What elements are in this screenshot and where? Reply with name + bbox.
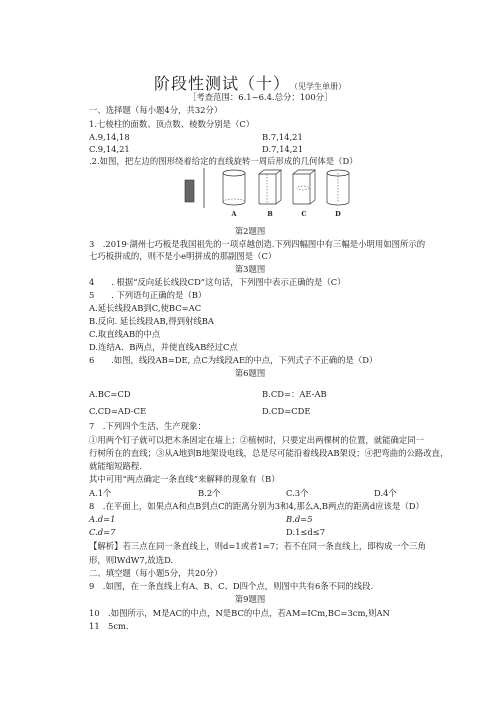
- q6-option-b: B.CD=：AE-AB: [262, 389, 327, 399]
- q4-stem: 4 . 根据“反向延长线段CD”这句话，下列图中表示正确的是（C）: [89, 277, 346, 287]
- q5-option-a: A.延长线段AB到C,使BC=AC: [89, 303, 202, 313]
- solid-d-figure: [324, 168, 352, 218]
- q8-analysis-line2: 形，则lWdW7,故选D.: [89, 555, 174, 565]
- q9-caption: 第9题图: [234, 594, 266, 604]
- solid-a-label: A: [231, 210, 237, 218]
- q3-line2: 七巧板拼成的，则不是小e明拼成的那副图是（C）: [89, 251, 277, 261]
- q5-option-d: D.连结A、B两点，并使直线AB经过C点: [89, 342, 238, 352]
- q8-option-c: C.d=7: [89, 527, 116, 537]
- rotation-shape-figure: [182, 168, 214, 208]
- q8-option-a: A.d=1: [89, 514, 116, 524]
- q7-text2: 行树所在的直线；③从A地到B地架设电线，总是尽可能沿着线段AB架设；④把弯曲的公路改直，: [89, 448, 449, 458]
- q7-option-b: B.2个: [198, 488, 221, 498]
- q7-option-d: D.4个: [374, 488, 397, 498]
- q2-stem: .2.如图，把左边的图形绕着给定的直线旋转一周后形成的几何体是（D）: [89, 156, 358, 166]
- q8-analysis-line1: 【解析】若三点在同一条直线上，则d=1或者1=7；若不在同一条直线上，即构成一个三角: [89, 541, 426, 551]
- q7-option-a: A.1个: [89, 488, 112, 498]
- q6-caption: 第6题图: [234, 368, 266, 378]
- q1-option-b: B.7,14,21: [262, 132, 303, 142]
- section2-heading: 二、填空题（每小题5分，共20分）: [89, 568, 223, 578]
- q8-option-b: B.d=5: [286, 514, 313, 524]
- q7-stem: 7 .下列四个生活、生产现象：: [89, 421, 206, 431]
- q2-caption: 第2题图: [234, 226, 266, 236]
- page-subtitle: （见学生单册）: [294, 82, 346, 91]
- solid-d-label: D: [335, 210, 341, 218]
- q5-option-c: C.取直线AB的中点: [89, 329, 161, 339]
- solid-b-label: B: [267, 210, 273, 218]
- q1-stem: 1.七棱柱的面数、顶点数、棱数分别是（C）: [89, 119, 255, 129]
- q3-line1: 3 .2019·湖州七巧板是我国祖先的一项卓越创造.下列四幅图中有三幅是小明用如图所示的: [89, 239, 426, 249]
- q11-stem: 11 5cm.: [89, 621, 129, 631]
- q2-figure: [182, 168, 352, 220]
- q6-option-d: D.CD=CDE: [262, 406, 311, 416]
- q1-option-d: D.7,14,21: [262, 144, 304, 154]
- q6-option-c: C.CD=AD-CE: [89, 406, 147, 416]
- q1-option-a: A.9,14,18: [89, 132, 130, 142]
- solid-c-figure: [290, 168, 318, 218]
- q5-option-b: B.反向. 延长线段AB,得到射线BA: [89, 316, 214, 326]
- q6-option-a: A.BC=CD: [89, 389, 131, 399]
- q6-stem: 6 .如图，线段AB=DE, 点C为线段AE的中点，下列式子不正确的是（D）: [89, 355, 378, 365]
- q8-stem: 8 .在平面上，如果点A和点B到点C的距离分别为3和4,那么A,B两点的距离d应该是（D）: [89, 501, 424, 511]
- solid-c-label: C: [301, 210, 307, 218]
- section1-heading: 一、选择题（每小题4分，共32分）: [89, 105, 223, 115]
- q9-stem: 9 .如图，在一条直线上有A、B、C、D四个点，则图中共有6条不同的线段.: [89, 581, 374, 591]
- q7-text4: 其中可用“两点确定一条直线”来解释的现象有（B）: [89, 474, 280, 484]
- solid-b-figure: [256, 168, 284, 218]
- exam-scope: ［考查范围：6.1~6.4.总分：100分］: [188, 92, 333, 102]
- page-title: 阶段性测试（十）: [153, 74, 290, 93]
- q3-caption: 第3题图: [234, 264, 266, 274]
- q7-text3: 就能缩短路程.: [89, 461, 142, 471]
- q5-stem: 5 . 下列语句正确的是（B）: [89, 290, 207, 300]
- q10-stem: 10 .如图所示，M是AC的中点，N是BC的中点，若AM=ICm,BC=3cm,则AN: [89, 608, 390, 618]
- q8-option-d: D.1≤d≤7: [286, 527, 326, 537]
- q7-option-c: C.3个: [286, 488, 309, 498]
- q7-text1: ①用两个钉子就可以把木条固定在墙上；②植树时，只要定出两棵树的位置，就能确定同一: [89, 435, 424, 445]
- q1-option-c: C.9,14,21: [89, 144, 130, 154]
- solid-a-figure: [220, 168, 248, 218]
- page-title-block: [0, 71, 500, 94]
